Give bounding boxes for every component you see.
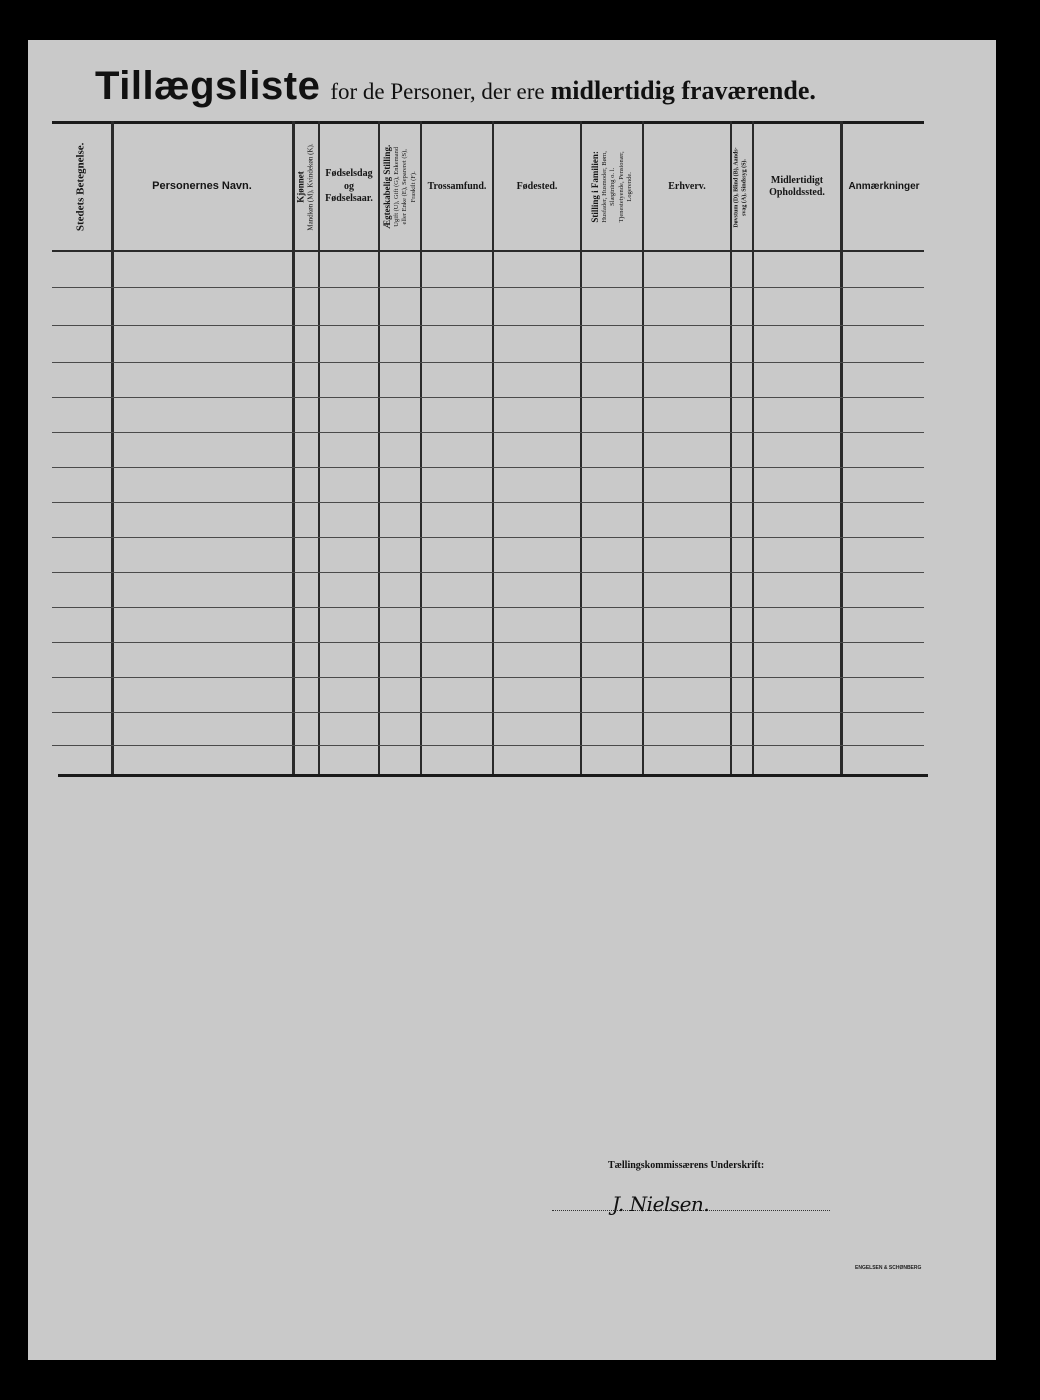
signature-label: Tællingskommissærens Underskrift: [608,1160,765,1171]
table-row [52,572,924,573]
header-divider [52,250,924,252]
header-trossamfund: Trossamfund. [427,180,487,192]
table-row [52,432,924,433]
header-sanser: Døvstum (D), Blind (B), Aands- svag (A), Sindssyg (S). [734,146,748,228]
table-bottom-rule [58,774,928,777]
table-row [52,642,924,643]
header-midlertidigt-opholdssted: Midlertidigt Opholdssted. [769,174,825,198]
table-row [52,537,924,538]
table-row [52,397,924,398]
title-mid: for de Personer, der ere [330,79,545,104]
table-row [52,677,924,678]
title-main: Tillægsliste [95,64,321,108]
title-strong: midlertidig fraværende. [550,76,816,105]
header-stedets-betegnelse: Stedets Betegnelse. [74,142,87,232]
table-row [52,712,924,713]
header-stilling-i-familien: Stilling i Familien: Husfader, Husmoder, Børn, Slægtning o. l. Tjenestetyende, Pensionær, Logerende. [590,151,633,223]
header-anmaerkninger: Anmærkninger [848,180,920,192]
table-row [52,325,924,326]
header-fodselsdag: Fødselsdag og Fødselsaar. [325,168,373,205]
table-row [52,745,924,746]
header-aegteskabelig-stilling: Ægteskabelig Stilling. Ugift (U), Gift (G), Enkemand eller Enke (E), Separeret (S), Fraskilt (F). [382,144,417,230]
table-row [52,362,924,363]
table-row [52,502,924,503]
header-kjonnet: Kjønnet Mandkøn (M), Kvindekøn (K). [295,143,315,231]
table-row [52,287,924,288]
header-personernes-navn: Personernes Navn. [152,180,252,193]
table-row [52,607,924,608]
header-fodested: Fødested. [516,180,558,192]
form-title [95,64,955,109]
table-row [52,467,924,468]
header-erhverv: Erhverv. [668,180,706,192]
printer-imprint: ENGELSEN & SCHØNBERG [855,1265,922,1271]
signature: J. Nielsen. [612,1192,710,1216]
